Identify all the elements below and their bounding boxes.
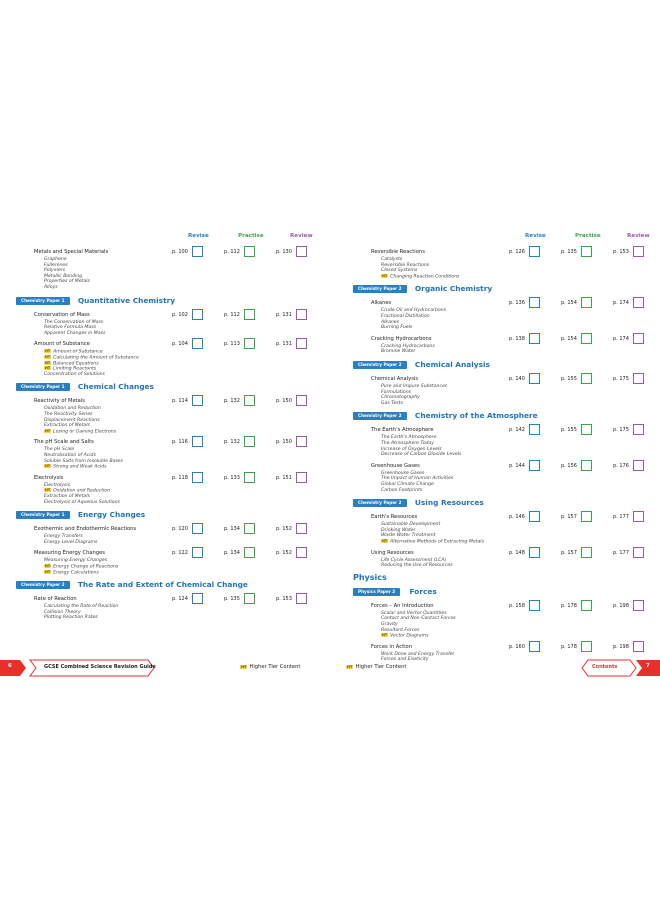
revise-page-ref: p. 146 <box>509 514 525 521</box>
ht-badge: HT <box>382 539 388 543</box>
review-page-ref: p. 174 <box>613 335 629 342</box>
revise-checkbox[interactable] <box>529 641 540 652</box>
practise-page-ref: p. 132 <box>224 398 240 405</box>
subtopic-item: Sustainable Development <box>381 522 441 528</box>
subtopic-item <box>381 633 428 639</box>
review-page-ref: p. 153 <box>613 249 629 255</box>
practise-page-ref: p. 154 <box>561 335 577 342</box>
higher-tier-key <box>240 664 300 670</box>
revise-page-ref: p. 158 <box>509 602 525 609</box>
review-checkbox[interactable] <box>296 436 307 447</box>
topic-title: Conservation of Mass <box>34 311 90 318</box>
subtopic-item: Alloys <box>44 285 58 290</box>
practise-page-ref: p. 154 <box>561 300 577 307</box>
practise-checkbox[interactable] <box>581 333 592 344</box>
paper-pill: Physics Paper 2 <box>353 588 400 596</box>
subtopic-item <box>44 464 107 470</box>
revise-page-ref: p. 144 <box>509 462 525 469</box>
practise-checkbox[interactable] <box>244 246 255 257</box>
section-title: Forces <box>409 586 437 596</box>
guide-title: GCSE Combined Science Revision Guide <box>44 664 156 670</box>
subtopic-item: Cracking Hydrocarbons <box>381 343 435 349</box>
page-number: 6 <box>8 663 12 669</box>
subtopic-item: Carbon Footprints <box>381 487 423 493</box>
subtopic-item <box>381 274 459 280</box>
revise-page-ref: p. 122 <box>172 550 188 557</box>
revise-checkbox[interactable] <box>529 246 540 257</box>
topic-title: Reversible Reactions <box>371 249 425 255</box>
topic-title: Alkanes <box>371 300 392 307</box>
subtopic-item: Electrolysis <box>44 482 71 488</box>
section-title: Energy Changes <box>77 510 146 520</box>
ht-badge: HT <box>45 569 51 574</box>
subtopic-item: The Impact of Human Activities <box>381 476 454 482</box>
review-page-ref: p. 152 <box>276 526 292 533</box>
subtopic-item: Burning Fuels <box>381 325 413 331</box>
ht-badge: HT <box>347 664 353 669</box>
revise-page-ref: p. 136 <box>509 300 525 307</box>
practise-checkbox[interactable] <box>581 600 592 611</box>
practise-page-ref: p. 133 <box>224 474 240 481</box>
review-checkbox[interactable] <box>296 523 307 534</box>
subtopic-item: Scalar and Vector Quantities <box>381 610 447 616</box>
revise-page-ref: p. 100 <box>172 249 188 255</box>
practise-page-ref: p. 157 <box>561 549 577 556</box>
paper-pill: Chemistry Paper 1 <box>16 511 70 519</box>
subject-heading: Physics <box>353 572 387 582</box>
ht-badge: HT <box>382 633 388 638</box>
subtopic-label: Balanced Equations <box>53 361 99 367</box>
subtopic-label: Alternative Methods of Extracting Metals <box>390 539 484 545</box>
ht-badge: HT <box>45 349 51 354</box>
subtopic-item: The Atmosphere Today <box>381 441 434 446</box>
section-title: Chemical Analysis <box>414 360 490 369</box>
practise-checkbox[interactable] <box>581 373 592 384</box>
subtopic-item: Polymers <box>44 268 66 274</box>
subtopic-item: Chromatography <box>381 395 420 401</box>
review-checkbox[interactable] <box>296 472 307 483</box>
revise-page-ref: p. 148 <box>509 549 525 556</box>
review-page-ref: p. 153 <box>276 596 292 603</box>
practise-checkbox[interactable] <box>244 338 255 349</box>
practise-page-ref: p. 134 <box>224 526 240 533</box>
review-page-ref: p. 175 <box>613 427 629 434</box>
practise-checkbox[interactable] <box>581 641 592 652</box>
practise-checkbox[interactable] <box>244 472 255 483</box>
review-checkbox[interactable] <box>296 246 307 257</box>
paper-pill: Chemistry Paper 1 <box>16 297 70 305</box>
paper-pill: Chemistry Paper 2 <box>353 361 407 369</box>
practise-checkbox[interactable] <box>581 460 592 471</box>
subtopic-item: Reversible Reactions <box>381 262 430 268</box>
practise-page-ref: p. 112 <box>224 311 240 318</box>
subtopic-item: Decrease of Carbon Dioxide Levels <box>381 452 462 458</box>
paper-pill: Chemistry Paper 2 <box>353 499 407 507</box>
review-page-ref: p. 198 <box>613 643 629 650</box>
review-page-ref: p. 152 <box>276 550 292 557</box>
section-title: Organic Chemistry <box>414 284 493 294</box>
section-title: Using Resources <box>414 498 484 508</box>
topic-title: Chemical Analysis <box>371 376 419 382</box>
subtopic-item: Properties of Metals <box>44 279 90 285</box>
review-page-ref: p. 131 <box>276 311 292 318</box>
revise-checkbox[interactable] <box>529 547 540 558</box>
ht-badge: HT <box>45 488 51 493</box>
practise-checkbox[interactable] <box>581 547 592 558</box>
subtopic-item: The Earth's Atmosphere <box>381 435 437 441</box>
section-banner <box>16 382 316 392</box>
revise-page-ref: p. 142 <box>509 427 525 434</box>
subtopic-item: Fullerenes <box>44 262 68 268</box>
subtopic-item: Resultant Forces <box>381 627 420 633</box>
revise-page-ref: p. 160 <box>509 643 525 650</box>
practise-checkbox[interactable] <box>581 297 592 308</box>
topic-title: Greenhouse Gases <box>371 462 420 469</box>
practise-checkbox[interactable] <box>244 593 255 604</box>
subtopic-item: Energy Transfers <box>44 534 83 540</box>
revise-page-ref: p. 124 <box>172 596 188 603</box>
practise-page-ref: p. 112 <box>224 249 240 255</box>
revise-checkbox[interactable] <box>192 436 203 447</box>
subtopic-item: Formulations <box>381 389 412 395</box>
review-checkbox[interactable] <box>633 373 644 384</box>
subtopic-label: Vector Diagrams <box>390 633 429 639</box>
review-column-header: Review <box>290 233 313 239</box>
review-checkbox[interactable] <box>633 333 644 344</box>
paper-pill: Chemistry Paper 2 <box>16 581 70 589</box>
revise-checkbox[interactable] <box>192 246 203 257</box>
section-banner <box>16 580 316 590</box>
subtopic-item: Extraction of Metals <box>44 423 90 429</box>
review-page-ref: p. 176 <box>613 462 629 469</box>
subtopic-item: The Conservation of Mass <box>44 319 104 325</box>
revise-page-ref: p. 118 <box>172 474 188 481</box>
topic-title: Exothermic and Endothermic Reactions <box>34 526 137 533</box>
subtopic-item: Relative Formula Mass <box>44 325 97 331</box>
review-checkbox[interactable] <box>633 511 644 522</box>
paper-pill: Chemistry Paper 1 <box>16 383 70 391</box>
subtopic-item: Reducing the Use of Resources <box>381 563 453 569</box>
subtopic-item: Catalysts <box>381 257 403 262</box>
review-page-ref: p. 150 <box>276 398 292 405</box>
section-banner <box>16 296 316 306</box>
practise-page-ref: p. 178 <box>561 643 577 650</box>
revise-checkbox[interactable] <box>529 511 540 522</box>
subtopic-item: Calculating the Rate of Reaction <box>44 604 119 610</box>
topic-title: Rate of Reaction <box>34 596 77 603</box>
subtopic-item: Extraction of Metals <box>44 494 90 499</box>
revise-column-header: Revise <box>188 233 209 239</box>
revise-page-ref: p. 120 <box>172 526 188 533</box>
revise-page-ref: p. 102 <box>172 311 188 318</box>
review-checkbox[interactable] <box>633 297 644 308</box>
subtopic-item: Work Done and Energy Transfer <box>381 651 455 657</box>
subtopic-item: Oxidation and Reduction <box>44 406 101 412</box>
revise-checkbox[interactable] <box>529 297 540 308</box>
review-checkbox[interactable] <box>296 547 307 558</box>
review-checkbox[interactable] <box>296 395 307 406</box>
review-page-ref: p. 150 <box>276 439 292 446</box>
topic-title: Using Resources <box>371 549 414 556</box>
review-checkbox[interactable] <box>296 593 307 604</box>
topic-title: The pH Scale and Salts <box>34 439 94 446</box>
topic-title: Reactivity of Metals <box>34 398 86 405</box>
topic-title: Measuring Energy Changes <box>34 550 106 557</box>
subtopic-item: Alkanes <box>381 319 400 325</box>
revise-checkbox[interactable] <box>529 373 540 384</box>
right-page <box>343 225 660 683</box>
subtopic-item: Fractional Distillation <box>381 314 430 319</box>
subtopic-item: Concentration of Solutions <box>44 371 105 377</box>
review-checkbox[interactable] <box>633 641 644 652</box>
practise-checkbox[interactable] <box>244 436 255 447</box>
practise-page-ref: p. 135 <box>561 249 577 255</box>
revise-page-ref: p. 140 <box>509 376 525 382</box>
subtopic-label: Changing Reaction Conditions <box>390 274 460 280</box>
subtopic-label: Energy Calculations <box>53 570 99 576</box>
subtopic-item: Greenhouse Gases <box>381 470 425 476</box>
review-checkbox[interactable] <box>633 424 644 435</box>
practise-checkbox[interactable] <box>581 511 592 522</box>
practise-page-ref: p. 135 <box>224 596 240 603</box>
subtopic-item: Energy Level Diagrams <box>44 539 98 545</box>
section-banner <box>16 510 316 520</box>
left-page <box>6 225 326 683</box>
practise-column-header: Practise <box>238 233 264 239</box>
review-checkbox[interactable] <box>296 309 307 320</box>
subtopic-item <box>44 570 99 576</box>
subtopic-item: Measuring Energy Changes <box>44 558 107 564</box>
revise-checkbox[interactable] <box>529 460 540 471</box>
subtopic-item: Neutralisation of Acids <box>44 453 96 458</box>
subtopic-item: Drinking Water <box>381 527 416 533</box>
practise-page-ref: p. 155 <box>561 376 577 382</box>
paper-pill: Chemistry Paper 2 <box>353 285 407 293</box>
page-number: 7 <box>646 663 650 669</box>
practise-checkbox[interactable] <box>581 424 592 435</box>
subtopic-item: The Reactivity Series <box>44 412 93 417</box>
subtopic-item: Soluble Salts from Insoluble Bases <box>44 458 124 464</box>
ht-badge: HT <box>45 464 51 469</box>
section-banner <box>353 587 653 597</box>
subtopic-item: Crude Oil and Hydrocarbons <box>381 308 446 314</box>
subtopic-item: Global Climate Change <box>381 482 434 487</box>
review-page-ref: p. 177 <box>613 549 629 556</box>
practise-checkbox[interactable] <box>244 309 255 320</box>
subtopic-item: Gas Tests <box>381 400 403 406</box>
review-page-ref: p. 198 <box>613 602 629 609</box>
revise-checkbox[interactable] <box>192 547 203 558</box>
subtopic-item: The pH Scale <box>44 447 75 453</box>
subtopic-item: Apparent Changes in Mass <box>44 330 106 336</box>
review-checkbox[interactable] <box>633 547 644 558</box>
review-column-header: Review <box>627 233 650 239</box>
subtopic-item: Gravity <box>381 622 398 627</box>
revise-checkbox[interactable] <box>529 333 540 344</box>
review-page-ref: p. 175 <box>613 376 629 382</box>
review-checkbox[interactable] <box>633 460 644 471</box>
section-title: Chemical Changes <box>77 382 154 392</box>
subtopic-item: Collision Theory <box>44 609 81 615</box>
ht-badge: HT <box>45 366 51 371</box>
review-checkbox[interactable] <box>296 338 307 349</box>
subtopic-item: Contact and Non-Contact Forces <box>381 616 456 622</box>
subtopic-item: Pure and Impure Substances <box>381 384 448 389</box>
revise-checkbox[interactable] <box>192 309 203 320</box>
review-page-ref: p. 151 <box>276 474 292 481</box>
section-banner <box>353 284 653 294</box>
revise-page-ref: p. 116 <box>172 439 188 446</box>
revise-page-ref: p. 114 <box>172 398 188 405</box>
left-footer <box>0 658 320 678</box>
ht-badge: HT <box>45 355 51 359</box>
subtopic-item: Forces and Elasticity <box>381 657 429 663</box>
topic-title: Cracking Hydrocarbons <box>371 335 432 342</box>
subtopic-item: Plotting Reaction Rates <box>44 615 98 621</box>
subtopic-label: Limiting Reactants <box>53 366 97 372</box>
subtopic-item <box>381 539 484 545</box>
section-title: The Rate and Extent of Chemical Change <box>77 580 248 590</box>
revise-checkbox[interactable] <box>192 593 203 604</box>
subtopic-label: Oxidation and Reduction <box>53 488 111 494</box>
subtopic-item: Waste Water Treatment <box>381 533 436 539</box>
practise-checkbox[interactable] <box>581 246 592 257</box>
subtopic-label: Strong and Weak Acids <box>53 464 107 470</box>
practise-page-ref: p. 157 <box>561 514 577 521</box>
topic-title: Forces – An Introduction <box>371 602 434 609</box>
higher-tier-key <box>346 664 406 670</box>
subtopic-label: Calculating the Amount of Substance <box>53 355 139 361</box>
revise-page-ref: p. 104 <box>172 341 188 348</box>
subtopic-item: Graphene <box>44 257 67 262</box>
ht-badge: HT <box>45 360 51 365</box>
practise-page-ref: p. 113 <box>224 341 240 348</box>
revise-checkbox[interactable] <box>529 600 540 611</box>
topic-title: The Earth's Atmosphere <box>371 427 434 434</box>
review-checkbox[interactable] <box>633 246 644 257</box>
revise-checkbox[interactable] <box>192 338 203 349</box>
review-checkbox[interactable] <box>633 600 644 611</box>
subtopic-item: Displacement Reactions <box>44 417 100 423</box>
contents-spread <box>0 225 660 683</box>
subtopic-label: Energy Change of Reactions <box>53 564 119 570</box>
section-banner <box>353 411 653 421</box>
section-title: Quantitative Chemistry <box>77 295 176 305</box>
subtopic-item: Electrolysis of Aqueous Solutions <box>44 499 120 505</box>
topic-title: Earth's Resources <box>371 514 418 521</box>
revise-checkbox[interactable] <box>192 472 203 483</box>
practise-page-ref: p. 155 <box>561 427 577 434</box>
topic-title: Amount of Substance <box>34 341 90 348</box>
practise-checkbox[interactable] <box>244 395 255 406</box>
revise-page-ref: p. 138 <box>509 335 525 342</box>
revise-checkbox[interactable] <box>192 395 203 406</box>
subtopic-item: Increase of Oxygen Levels <box>381 446 442 452</box>
topic-title: Electrolysis <box>34 474 64 481</box>
contents-label: Contents <box>592 664 618 670</box>
subtopic-item: Life Cycle Assessment (LCA) <box>381 557 447 563</box>
review-page-ref: p. 131 <box>276 341 292 348</box>
subtopic-label: Amount of Substance <box>53 349 103 355</box>
section-banner <box>353 498 653 508</box>
subtopic-item: Metallic Bonding <box>44 273 83 279</box>
revise-page-ref: p. 126 <box>509 249 525 255</box>
section-banner <box>353 360 653 370</box>
review-page-ref: p. 130 <box>276 249 292 255</box>
revise-checkbox[interactable] <box>192 523 203 534</box>
subtopic-item: Closed Systems <box>381 268 418 274</box>
paper-pill: Chemistry Paper 2 <box>353 412 407 420</box>
practise-page-ref: p. 134 <box>224 550 240 557</box>
practise-page-ref: p. 132 <box>224 439 240 446</box>
ht-badge: HT <box>45 564 51 568</box>
topic-title: Forces in Action <box>371 643 413 650</box>
revise-checkbox[interactable] <box>529 424 540 435</box>
subtopic-item: Bromine Water <box>381 349 416 355</box>
ht-badge: HT <box>241 664 247 669</box>
ht-badge: HT <box>45 428 51 433</box>
section-title: Chemistry of the Atmosphere <box>414 411 538 421</box>
practise-column-header: Practise <box>575 233 601 239</box>
subtopic-label: Losing or Gaining Electrons <box>53 429 117 435</box>
higher-tier-label: Higher Tier Content <box>355 664 407 670</box>
practise-checkbox[interactable] <box>244 523 255 534</box>
right-footer <box>340 658 660 678</box>
higher-tier-label: Higher Tier Content <box>249 664 301 670</box>
review-page-ref: p. 174 <box>613 300 629 307</box>
practise-checkbox[interactable] <box>244 547 255 558</box>
page-number-tab <box>0 660 26 676</box>
practise-page-ref: p. 178 <box>561 602 577 609</box>
topic-title: Metals and Special Materials <box>34 249 109 255</box>
practise-page-ref: p. 156 <box>561 462 577 469</box>
review-page-ref: p. 177 <box>613 514 629 521</box>
ht-badge: HT <box>382 273 388 278</box>
subtopic-item <box>44 429 116 435</box>
revise-column-header: Revise <box>525 233 546 239</box>
